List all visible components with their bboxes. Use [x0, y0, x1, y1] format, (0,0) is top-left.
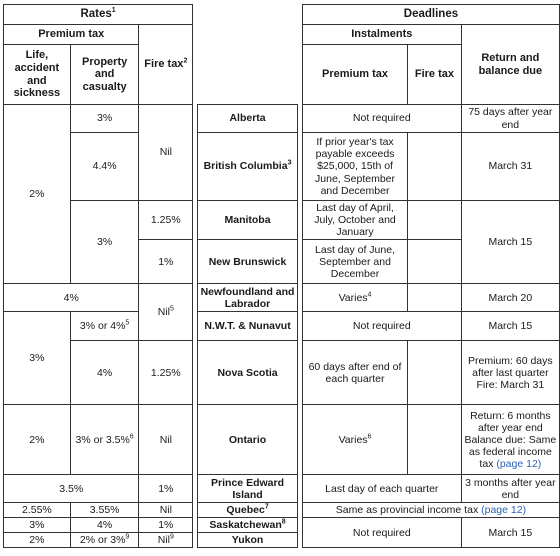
pei-premium-rate: 3.5% [4, 475, 139, 503]
nl-return-due: March 20 [461, 284, 559, 312]
sk-yk-return-due: March 15 [461, 518, 559, 548]
province-newfoundland-labrador: Newfoundland and Labrador [198, 284, 298, 312]
ns-premium-instalments: 60 days after end of each quarter [302, 341, 407, 405]
life-rate-nwt-ns: 3% [4, 312, 71, 405]
deadlines-group-header: Deadlines [302, 5, 559, 25]
quebec-deadlines: Same as provincial income tax (page 12) [302, 503, 559, 518]
nb-fire-instalments [408, 240, 462, 284]
life-accident-sickness-header: Life, accident and sickness [4, 45, 71, 105]
nwt-instalments: Not required [302, 312, 461, 341]
instalments-header: Instalments [302, 25, 461, 45]
bc-return-due: March 31 [461, 133, 559, 201]
pei-instalments: Last day of each quarter [302, 475, 461, 503]
ontario-return-due: Return: 6 months after year end Balance due: Same as federal income tax (page 12) [461, 405, 559, 475]
ontario-page-12-link[interactable]: (page 12) [496, 457, 542, 470]
pei-return-due: 3 months after year end [461, 475, 559, 503]
premium-tax-header: Premium tax [4, 25, 139, 45]
quebec-property-rate: 3.55% [70, 503, 139, 518]
yukon-life-rate: 2% [4, 533, 71, 548]
fire-rate-ab-bc: Nil [139, 105, 193, 201]
province-quebec: Quebec$^7$ [198, 503, 298, 518]
bc-property-rate: 4.4% [70, 133, 139, 201]
life-rate-ab-to-nb: 2% [4, 105, 71, 284]
province-new-brunswick: New Brunswick [198, 240, 298, 284]
manitoba-fire-rate: 1.25% [139, 201, 193, 240]
sk-yk-instalments: Not required [302, 518, 461, 548]
province-nwt-nunavut: N.W.T. & Nunavut [198, 312, 298, 341]
province-saskatchewan: Saskatchewan$^8$ [198, 518, 298, 533]
ns-property-rate: 4% [70, 341, 139, 405]
nb-premium-instalments: Last day of June, September and December [302, 240, 407, 284]
ontario-premium-instalments: Varies$^6$ [302, 405, 407, 475]
ns-fire-instalments [408, 341, 462, 405]
ontario-fire-rate: Nil [139, 405, 193, 475]
nl-premium-instalments: Varies$^4$ [302, 284, 407, 312]
ns-fire-rate: 1.25% [139, 341, 193, 405]
sask-fire-rate: 1% [139, 518, 193, 533]
pei-fire-rate: 1% [139, 475, 193, 503]
alberta-return-due: 75 days after year end [461, 105, 559, 133]
alberta-instalments: Not required [302, 105, 461, 133]
nb-fire-rate: 1% [139, 240, 193, 284]
fire-rate-nl-nwt: Nil$^5$ [139, 284, 193, 341]
bc-premium-instalments: If prior year's tax payable exceeds $25,000, 15th of June, September and December [302, 133, 407, 201]
tax-rates-deadlines-table [3, 4, 560, 548]
province-yukon: Yukon [198, 533, 298, 548]
property-casualty-header: Property and casualty [70, 45, 139, 105]
manitoba-fire-instalments [408, 201, 462, 240]
quebec-life-rate: 2.55% [4, 503, 71, 518]
alberta-property-rate: 3% [70, 105, 139, 133]
province-ontario: Ontario [198, 405, 298, 475]
ontario-life-rate: 2% [4, 405, 71, 475]
return-due-mb-nb: March 15 [461, 201, 559, 284]
province-british-columbia: British Columbia$^3$ [198, 133, 298, 201]
nl-premium-rate: 4% [4, 284, 139, 312]
manitoba-premium-instalments: Last day of April, July, October and January [302, 201, 407, 240]
nwt-property-rate: 3% or 4%$^5$ [70, 312, 139, 341]
ontario-fire-instalments [408, 405, 462, 475]
return-balance-header: Return and balance due [461, 25, 559, 105]
ontario-property-rate: 3% or 3.5%$^6$ [70, 405, 139, 475]
property-rate-mb-nb: 3% [70, 201, 139, 284]
tax-rates-deadlines-table-wrapper [3, 4, 560, 548]
rates-group-header: Rates$^1$ [4, 5, 193, 25]
sask-property-rate: 4% [70, 518, 139, 533]
yukon-fire-rate: Nil$^9$ [139, 533, 193, 548]
instalments-fire-tax-header: Fire tax [408, 45, 462, 105]
sask-life-rate: 3% [4, 518, 71, 533]
yukon-property-rate: 2% or 3%$^9$ [70, 533, 139, 548]
province-alberta: Alberta [198, 105, 298, 133]
province-nova-scotia: Nova Scotia [198, 341, 298, 405]
province-manitoba: Manitoba [198, 201, 298, 240]
province-pei: Prince Edward Island [198, 475, 298, 503]
bc-fire-instalments [408, 133, 462, 201]
quebec-fire-rate: Nil [139, 503, 193, 518]
fire-tax-header: Fire tax$^2$ [139, 25, 193, 105]
quebec-page-12-link[interactable]: (page 12) [481, 504, 527, 517]
nwt-return-due: March 15 [461, 312, 559, 341]
instalments-premium-tax-header: Premium tax [302, 45, 407, 105]
nl-fire-instalments [408, 284, 462, 312]
ns-return-due: Premium: 60 days after last quarter Fire: March 31 [461, 341, 559, 405]
